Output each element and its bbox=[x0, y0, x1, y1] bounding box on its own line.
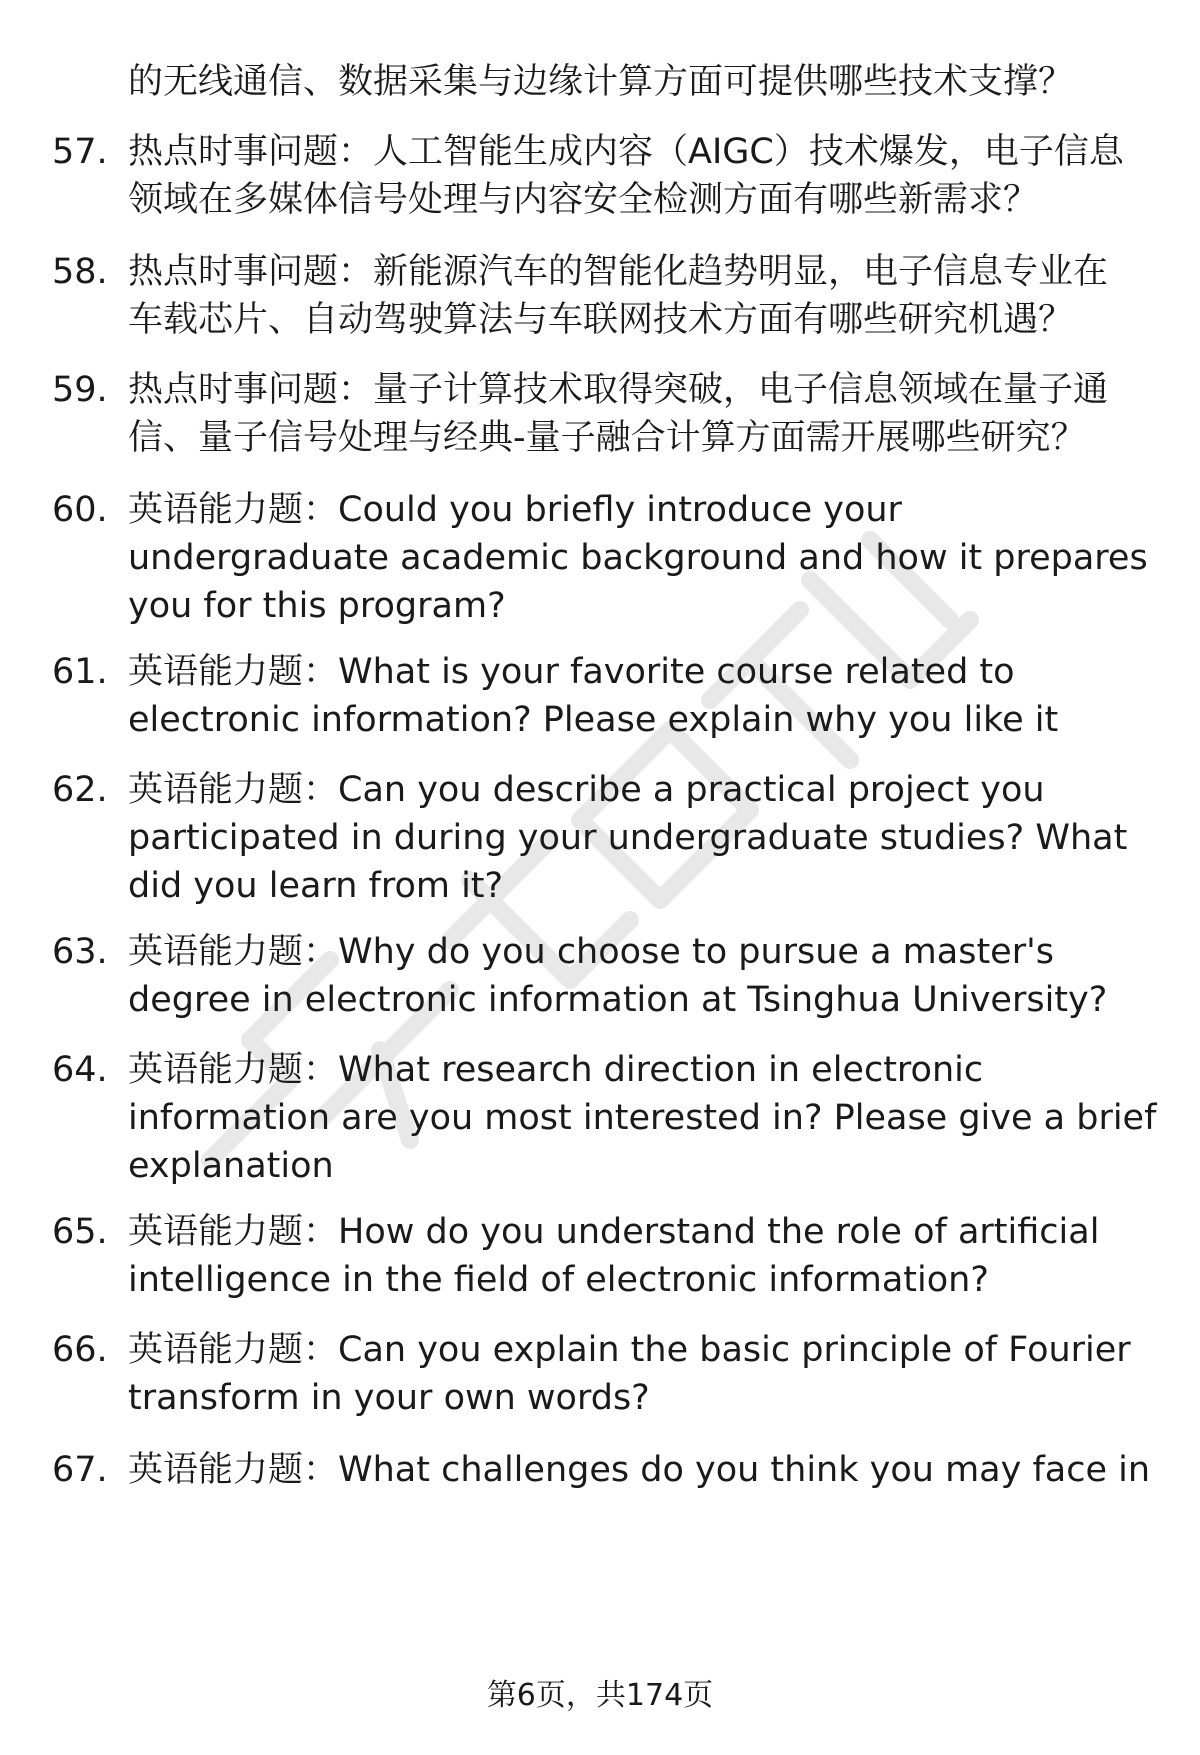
question-text bbox=[128, 486, 1168, 630]
continuation-line: 的无线通信、数据采集与边缘计算方面可提供哪些技术支撑？ bbox=[128, 62, 1074, 102]
question-text-line: 热点时事问题：量子计算技术取得突破，电子信息领域在量子通 bbox=[128, 370, 1109, 410]
question-number: 59. bbox=[52, 370, 108, 410]
question-text-line: information are you most interested in? Please give a brief bbox=[128, 1098, 1157, 1138]
question-text-line: did you learn from it? bbox=[128, 866, 504, 906]
question-text-line: 英语能力题：What is your favorite course related to bbox=[128, 652, 1015, 692]
question-text bbox=[128, 766, 1168, 910]
question-text bbox=[128, 1446, 1168, 1494]
question-text-line: 热点时事问题：人工智能生成内容（AIGC）技术爆发，电子信息 bbox=[128, 132, 1124, 172]
question-text-line: 英语能力题：Why do you choose to pursue a master's bbox=[128, 932, 1054, 972]
question-text bbox=[128, 366, 1168, 462]
question-text-line: 热点时事问题：新能源汽车的智能化趋势明显，电子信息专业在 bbox=[128, 252, 1109, 292]
question-text-line: 英语能力题：Can you explain the basic principle of Fourier bbox=[128, 1330, 1131, 1370]
question-text-line: electronic information? Please explain why you like it bbox=[128, 700, 1059, 740]
question-number: 58. bbox=[52, 252, 108, 292]
question-text-line: participated in during your undergraduate studies? What bbox=[128, 818, 1128, 858]
question-number: 60. bbox=[52, 490, 108, 530]
question-text bbox=[128, 1208, 1168, 1304]
question-text bbox=[128, 248, 1168, 344]
question-text-line: 信、量子信号处理与经典-量子融合计算方面需开展哪些研究？ bbox=[128, 418, 1086, 458]
question-number: 66. bbox=[52, 1330, 108, 1370]
question-number: 57. bbox=[52, 132, 108, 172]
question-text-line: 英语能力题：What research direction in electronic bbox=[128, 1050, 984, 1090]
question-text-line: 英语能力题：How do you understand the role of artificial bbox=[128, 1212, 1100, 1252]
question-text-line: 车载芯片、自动驾驶算法与车联网技术方面有哪些研究机遇？ bbox=[128, 300, 1074, 340]
question-text bbox=[128, 128, 1168, 224]
question-text bbox=[128, 928, 1168, 1024]
question-text-line: transform in your own words? bbox=[128, 1378, 650, 1418]
question-text-line: 英语能力题：Can you describe a practical project you bbox=[128, 770, 1045, 810]
question-text bbox=[128, 1326, 1168, 1422]
question-text-line: 领域在多媒体信号处理与内容安全检测方面有哪些新需求？ bbox=[128, 180, 1039, 220]
question-text-line: explanation bbox=[128, 1146, 334, 1186]
question-text-line: intelligence in the field of electronic information? bbox=[128, 1260, 989, 1300]
question-number: 62. bbox=[52, 770, 108, 810]
question-number: 64. bbox=[52, 1050, 108, 1090]
question-number: 67. bbox=[52, 1450, 108, 1490]
question-text bbox=[128, 1046, 1168, 1190]
question-text bbox=[128, 648, 1168, 744]
question-number: 65. bbox=[52, 1212, 108, 1252]
question-text-line: degree in electronic information at Tsinghua University? bbox=[128, 980, 1108, 1020]
question-text-line: you for this program? bbox=[128, 586, 506, 626]
page-number: 第6页，共174页 bbox=[486, 1678, 714, 1713]
question-number: 61. bbox=[52, 652, 108, 692]
question-number: 63. bbox=[52, 932, 108, 972]
question-text-line: 英语能力题：Could you briefly introduce your bbox=[128, 490, 902, 530]
question-text-line: undergraduate academic background and how it prepares bbox=[128, 538, 1148, 578]
question-text-line: 英语能力题：What challenges do you think you may face in bbox=[128, 1450, 1151, 1490]
